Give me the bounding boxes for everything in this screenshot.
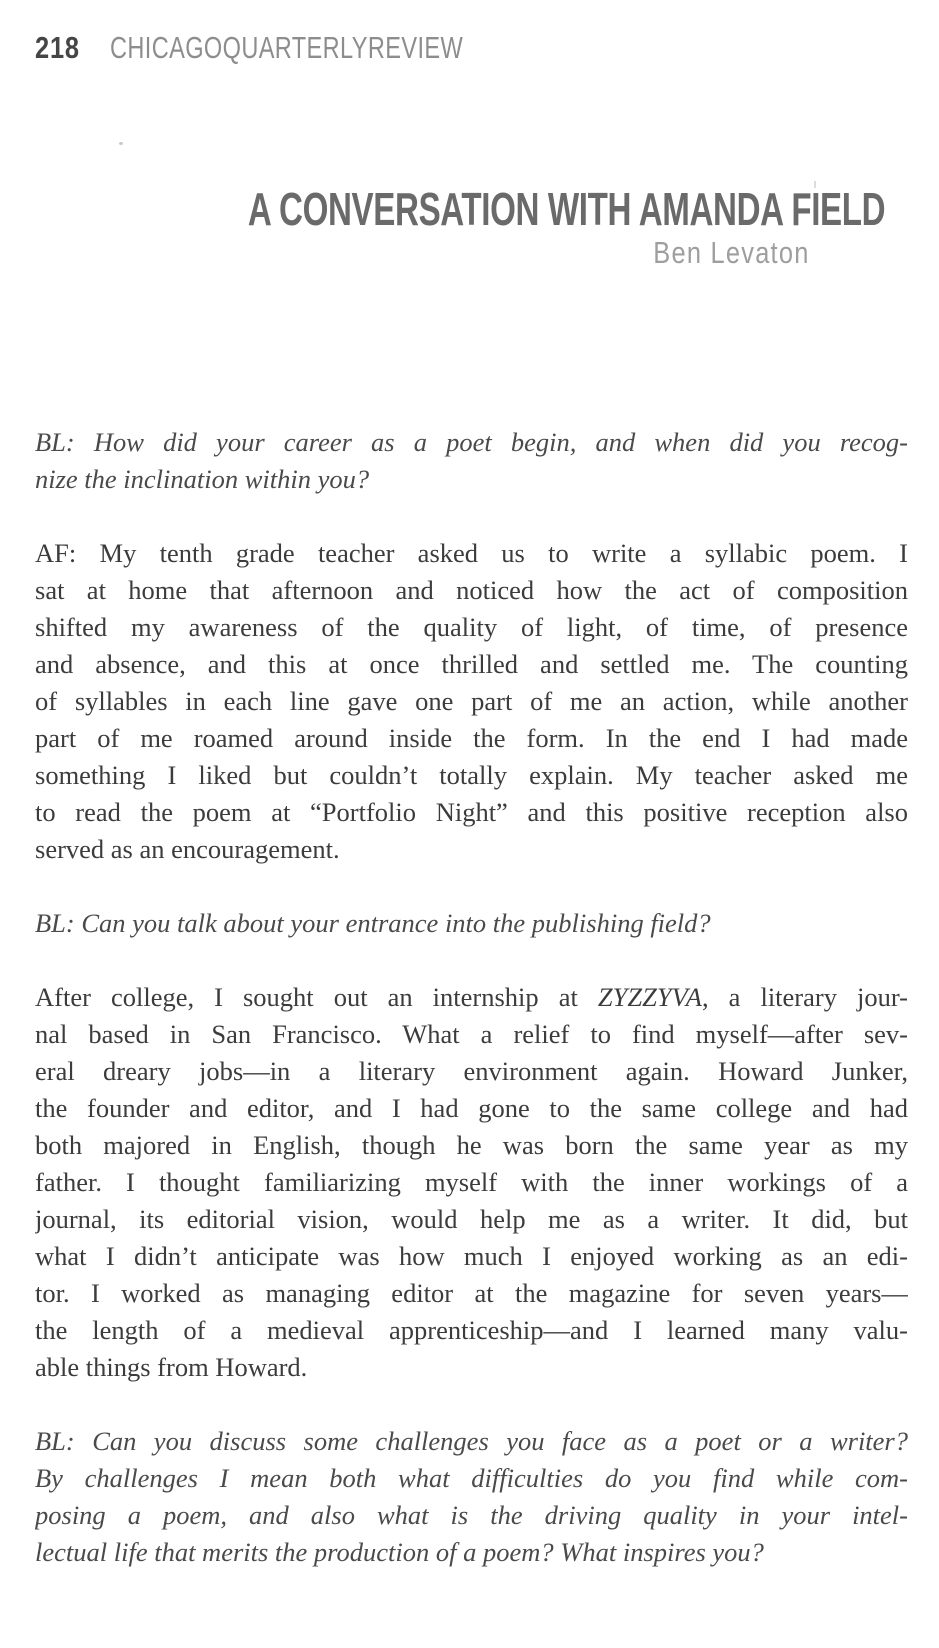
text-line: served as an encouragement.	[35, 834, 340, 864]
text-line: journal, its editorial vision, would help me as a writer. It did, but	[35, 1204, 908, 1234]
question-paragraph	[35, 1423, 908, 1571]
text-line: the founder and editor, and I had gone to the same college and had	[35, 1093, 908, 1123]
text-line: By challenges I mean both what difficulties do you find while com-	[35, 1463, 908, 1493]
text-line: BL: How did your career as a poet begin, and when did you recog-	[35, 427, 908, 457]
byline: Ben Levaton	[653, 235, 810, 270]
text-line: tor. I worked as managing editor at the magazine for seven years—	[35, 1278, 908, 1308]
text-line: of syllables in each line gave one part of me an action, while another	[35, 686, 908, 716]
text-line: something I liked but couldn’t totally explain. My teacher asked me	[35, 760, 908, 790]
title-row	[0, 183, 886, 235]
text-line: BL: Can you discuss some challenges you face as a poet or a writer?	[35, 1426, 908, 1456]
text-line: to read the poem at “Portfolio Night” and this positive reception also	[35, 797, 908, 827]
text-line: lectual life that merits the production of a poem? What inspires you?	[35, 1537, 764, 1567]
text-line: nize the inclination within you?	[35, 464, 370, 494]
text-line: eral dreary jobs—in a literary environment again. Howard Junker,	[35, 1056, 908, 1086]
title-block	[0, 183, 886, 270]
article-title: A CONVERSATION WITH AMANDA FIELD	[247, 183, 886, 235]
text-line: shifted my awareness of the quality of light, of time, of presence	[35, 612, 908, 642]
page-number: 218	[35, 30, 80, 65]
text-line: AF: My tenth grade teacher asked us to write a syllabic poem. I	[35, 538, 908, 568]
text-line: posing a poem, and also what is the driving quality in your intel-	[35, 1500, 908, 1530]
text-line: father. I thought familiarizing myself with the inner workings of a	[35, 1167, 908, 1197]
scan-artifact	[119, 142, 123, 145]
text-line: able things from Howard.	[35, 1352, 308, 1382]
interview-body	[35, 424, 908, 1571]
answer-paragraph	[35, 979, 908, 1386]
text-line: part of me roamed around inside the form. In the end I had made	[35, 723, 908, 753]
text-line: the length of a medieval apprenticeship—and I learned many valu-	[35, 1315, 908, 1345]
answer-paragraph	[35, 535, 908, 868]
text-line: both majored in English, though he was born the same year as my	[35, 1130, 908, 1160]
text-line: BL: Can you talk about your entrance into the publishing field?	[35, 908, 711, 938]
question-paragraph	[35, 424, 908, 498]
question-paragraph	[35, 905, 908, 942]
text-line: what I didn’t anticipate was how much I enjoyed working as an edi-	[35, 1241, 908, 1271]
text-line: sat at home that afternoon and noticed how the act of composition	[35, 575, 908, 605]
text-line: and absence, and this at once thrilled and settled me. The counting	[35, 649, 908, 679]
running-header	[35, 30, 574, 66]
byline-row	[0, 237, 810, 268]
journal-name: CHICAGOQUARTERLYREVIEW	[109, 30, 463, 65]
text-line: nal based in San Francisco. What a relief to find myself—after sev-	[35, 1019, 908, 1049]
text-line: After college, I sought out an internship at ZYZZYVA, a literary jour-	[35, 982, 908, 1012]
